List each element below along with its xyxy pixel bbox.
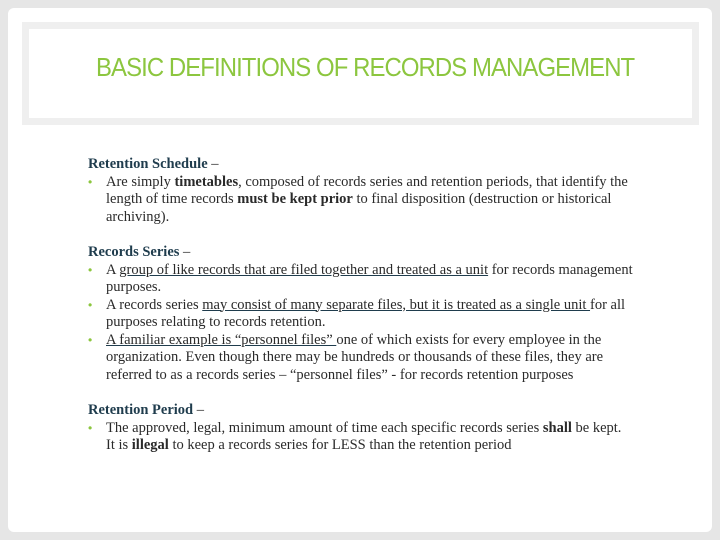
heading-dash: – <box>207 156 219 172</box>
heading-dash: – <box>193 402 204 418</box>
heading-dash: – <box>179 244 191 260</box>
bold-text: shall <box>542 419 572 436</box>
text: for records management purposes. <box>106 261 633 295</box>
bullet-icon: • <box>88 174 93 189</box>
section-heading <box>88 402 633 420</box>
underlined-text: group of like records that are filed together and treated as a unit <box>119 261 489 278</box>
bullet-icon: • <box>88 262 93 277</box>
bullet-item <box>88 297 633 332</box>
text: to final disposition (destruction or historical archiving). <box>106 191 612 225</box>
bold-text: timetables <box>174 173 239 190</box>
bullet-item <box>88 420 633 455</box>
text: for all purposes relating to records retention. <box>106 296 626 330</box>
text: one of which exists for every employee in the organization. Even though there may be hundreds or thousands of these files, they are referred to as a records series – “personnel files” - for records retention purposes <box>106 331 604 383</box>
section-records-series <box>88 244 633 384</box>
text: be kept. It is <box>106 419 622 453</box>
bullet-icon: • <box>88 420 93 435</box>
text: , composed of records series and retention periods, that identify the length of time records <box>106 173 628 207</box>
text: to keep a records series for LESS than the retention period <box>168 437 512 453</box>
text: A records series <box>106 296 203 313</box>
bullet-item <box>88 174 633 227</box>
heading-text: Retention Schedule <box>88 156 208 172</box>
slide-content <box>88 156 633 473</box>
text: Are simply <box>106 173 175 190</box>
bold-text: must be kept prior <box>237 191 353 207</box>
slide-title: BASIC DEFINITIONS OF RECORDS MANAGEMENT <box>96 52 635 82</box>
bullet-item <box>88 332 633 385</box>
bullet-icon: • <box>88 297 93 312</box>
section-heading <box>88 156 633 174</box>
text: The approved, legal, minimum amount of time each specific records series <box>106 419 543 436</box>
section-heading <box>88 244 633 262</box>
section-retention-schedule <box>88 156 633 226</box>
underlined-text: A familiar example is “personnel files” <box>106 331 337 348</box>
heading-text: Retention Period <box>88 402 194 418</box>
bullet-icon: • <box>88 332 93 347</box>
text: A <box>106 261 120 278</box>
bullet-item <box>88 262 633 297</box>
section-retention-period <box>88 402 633 455</box>
heading-text: Records Series <box>88 244 180 260</box>
underlined-text: may consist of many separate files, but it is treated as a single unit <box>202 296 591 313</box>
bold-text: illegal <box>131 437 169 453</box>
